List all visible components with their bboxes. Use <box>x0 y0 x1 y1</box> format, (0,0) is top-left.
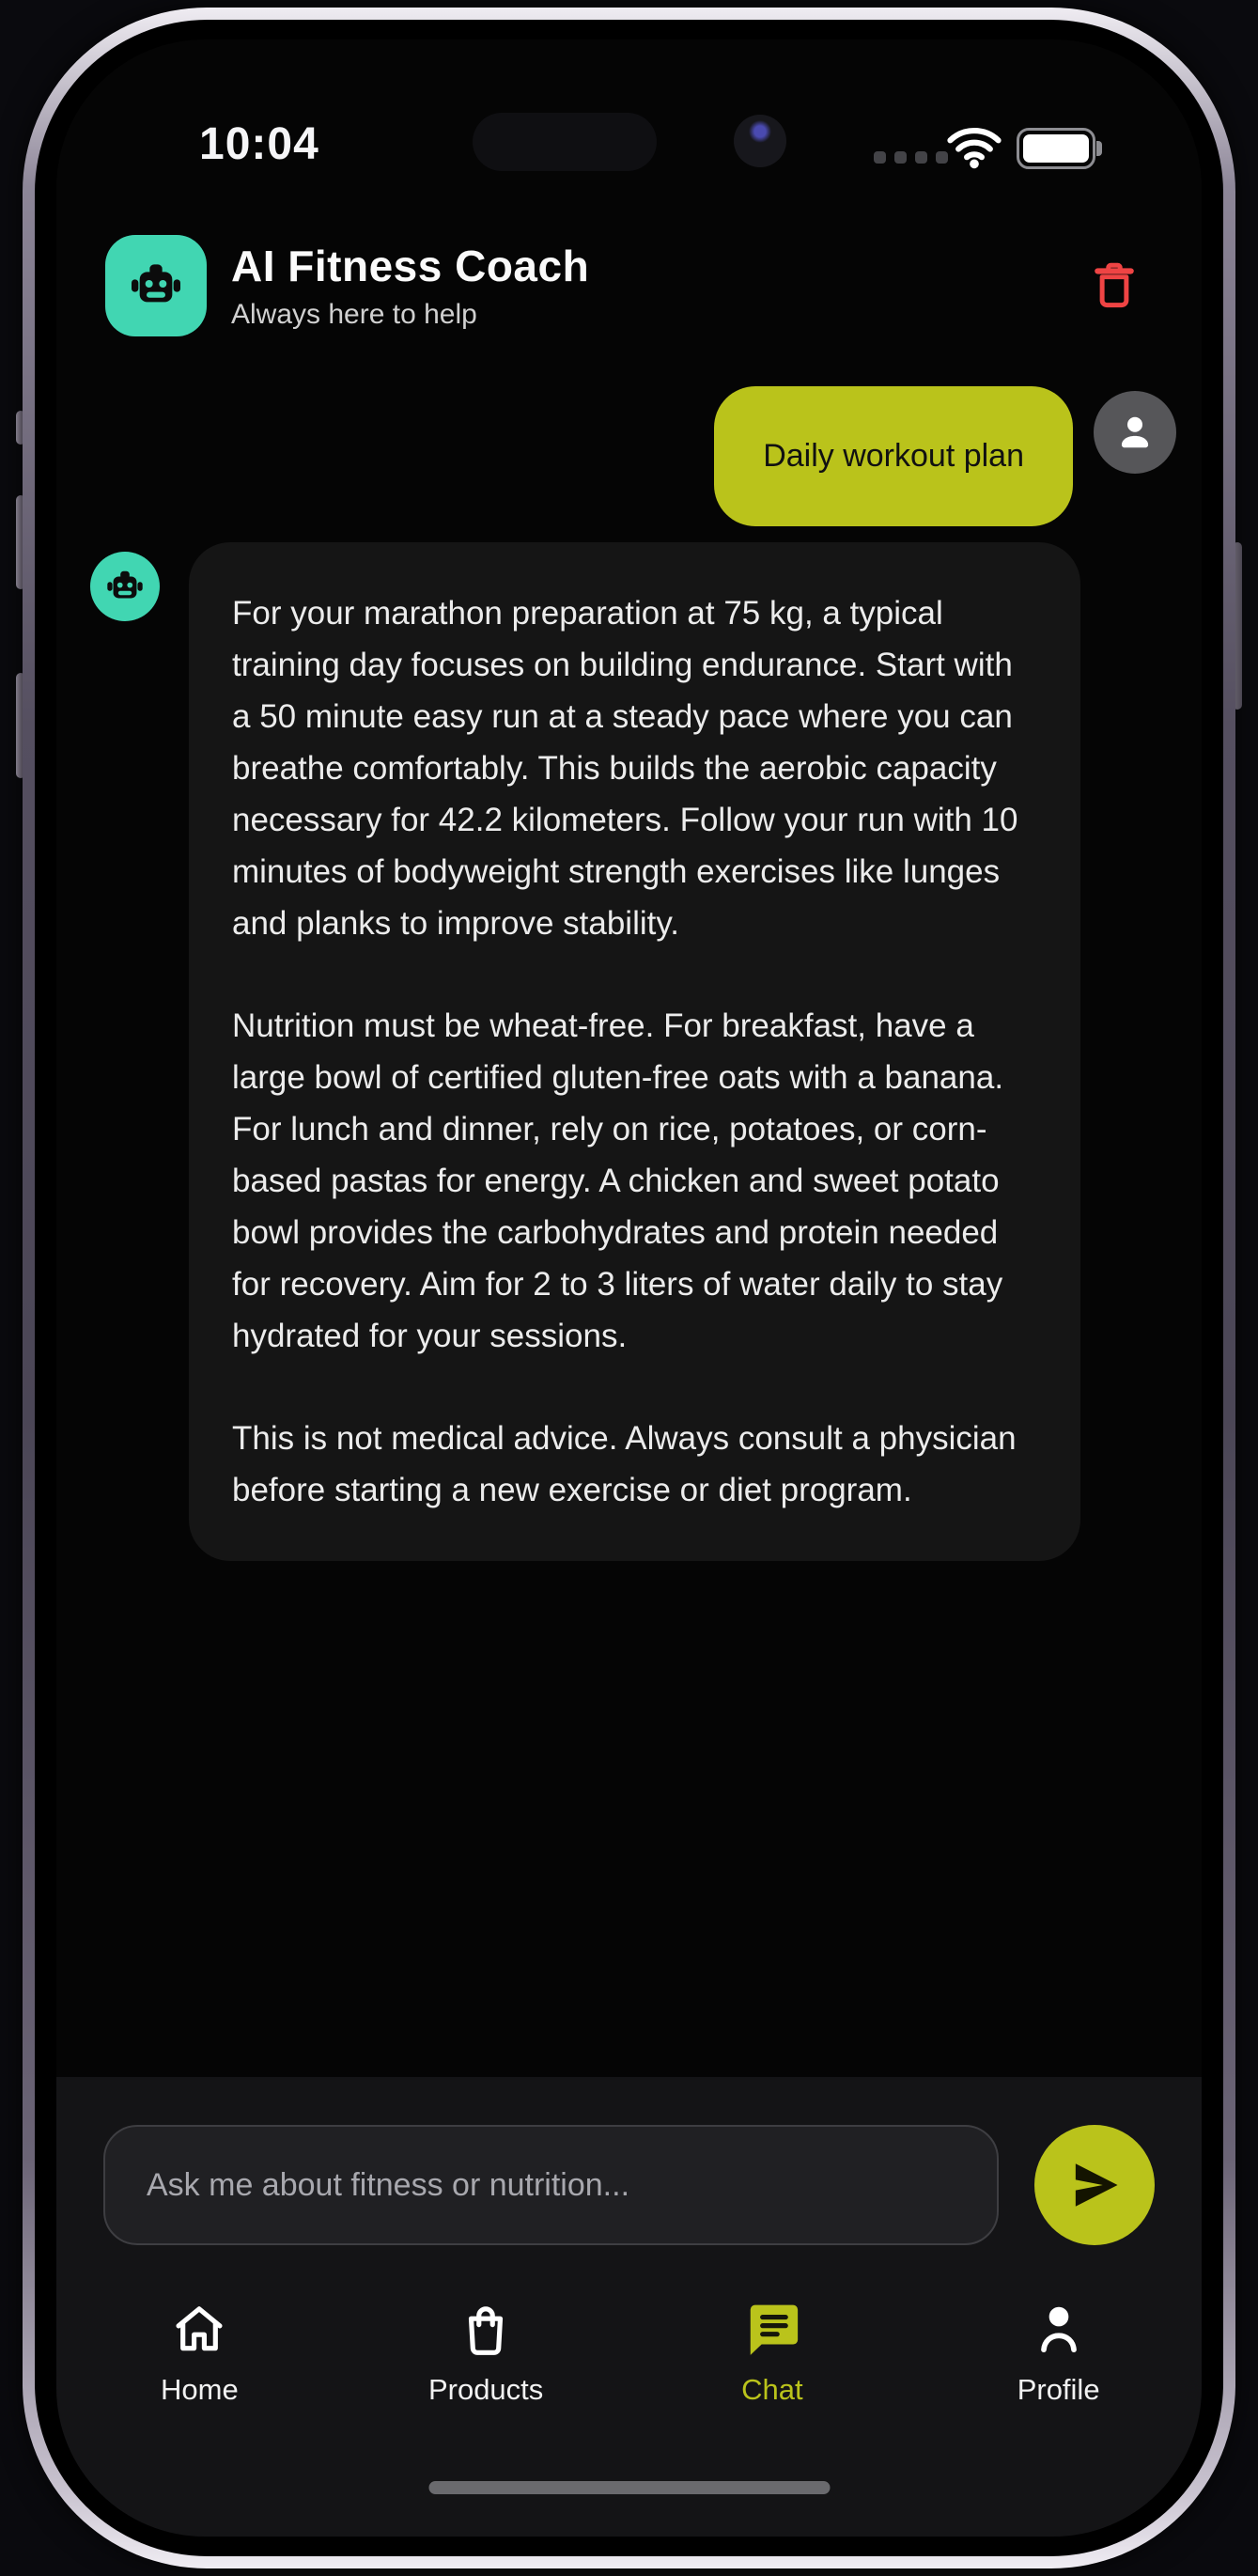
home-indicator[interactable] <box>428 2481 830 2494</box>
nav-item-profile[interactable] <box>915 2300 1202 2407</box>
user-message-row <box>714 386 1176 526</box>
bot-avatar <box>105 235 207 336</box>
dynamic-island <box>473 113 657 171</box>
bot-message-paragraph: For your marathon preparation at 75 kg, a typical training day focuses on building endurance. Start with a 50 minute easy run at a steady pace where you can breathe comfortably. This builds the aerobic capacity necessary for 42.2 kilometers. Follow your run with 10 minutes of bodyweight strength exercises like lunges and planks to improve stability. <box>232 595 1018 942</box>
status-time: 10:04 <box>199 119 319 169</box>
nav-item-chat[interactable] <box>629 2300 916 2407</box>
bot-message-bubble <box>189 542 1080 1561</box>
person-icon <box>1110 408 1159 457</box>
nav-item-products[interactable] <box>343 2300 629 2407</box>
front-camera <box>734 115 786 167</box>
robot-icon <box>126 256 186 316</box>
nav-label: Home <box>161 2373 239 2406</box>
clear-chat-button[interactable] <box>1087 256 1142 317</box>
shopping-bag-icon <box>457 2300 515 2358</box>
send-icon <box>1065 2156 1124 2214</box>
cellular-dots-icon <box>874 151 948 164</box>
wifi-icon <box>945 126 1003 169</box>
bot-message-paragraph: This is not medical advice. Always consult a physician before starting a new exercise or diet program. <box>232 1420 1017 1508</box>
chat-header <box>105 235 1142 336</box>
chat-bubble-icon <box>743 2300 801 2358</box>
user-message-bubble: Daily workout plan <box>714 386 1073 526</box>
page-subtitle: Always here to help <box>231 299 477 330</box>
user-avatar <box>1094 391 1176 474</box>
battery-icon <box>1017 128 1095 169</box>
phone-frame <box>23 8 1235 2568</box>
phone-screen <box>56 39 1202 2537</box>
phone-bezel <box>35 20 1223 2556</box>
trash-icon <box>1091 259 1138 310</box>
robot-icon <box>103 565 147 608</box>
nav-label: Chat <box>741 2373 803 2406</box>
send-button[interactable] <box>1034 2125 1155 2245</box>
bot-message-paragraph: Nutrition must be wheat-free. For breakfast, have a large bowl of certified gluten-free oats with a banana. For lunch and dinner, rely on rice, potatoes, or corn-based pastas for energy. A chicken and sweet potato bowl provides the carbohydrates and protein needed for recovery. Aim for 2 to 3 liters of water daily to stay hydrated for your sessions. <box>232 1007 1004 1354</box>
nav-label: Profile <box>1017 2373 1100 2406</box>
bot-avatar-small <box>90 552 160 621</box>
bottom-panel <box>56 2077 1202 2537</box>
chat-input[interactable] <box>103 2125 999 2245</box>
composer <box>103 2125 1155 2245</box>
home-icon <box>170 2300 228 2358</box>
nav-label: Products <box>427 2373 544 2406</box>
page-title: AI Fitness Coach <box>231 242 590 290</box>
bottom-nav <box>56 2300 1202 2407</box>
person-icon <box>1030 2300 1088 2358</box>
nav-item-home[interactable] <box>56 2300 343 2407</box>
